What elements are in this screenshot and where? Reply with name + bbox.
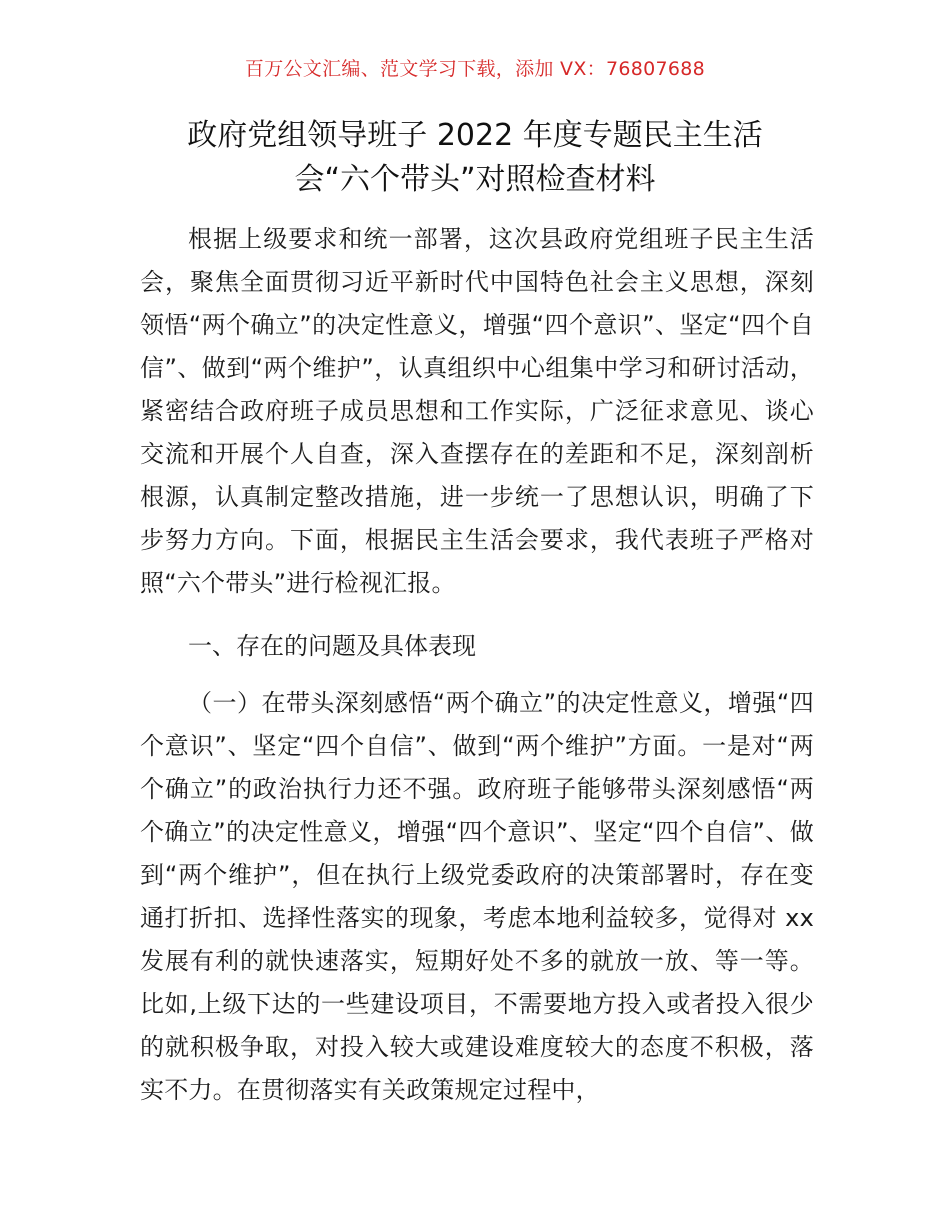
item-paragraph: （一）在带头深刻感悟“两个确立”的决定性意义，增强“四个意识”、坚定“四个自信”、做到“两个维护”方面。一是对“两个确立”的政治执行力还不强。政府班子能够带头深刻感悟“两个确立”的决定性意义，增强“四个意识”、坚定“四个自信”、做到“两个维护”，但在执行上级党委政府的决策部署时，存在变通打折扣、选择性落实的现象，考虑本地利益较多，觉得对 xx 发展有利的就快速落实，短期好处不多的就放一放、等一等。比如,上级下达的一些建设项目，不需要地方投入或者投入很少的就积极争取，对投入较大或建设难度较大的态度不积极，落实不力。在贯彻落实有关政策规定过程中， — [140, 689, 814, 1104]
title-line-1: 政府党组领导班子 2022 年度专题民主生活 — [187, 118, 763, 153]
section-heading: 一、存在的问题及具体表现 — [188, 632, 476, 660]
intro-paragraph: 根据上级要求和统一部署，这次县政府党组班子民主生活会，聚焦全面贯彻习近平新时代中国特色社会主义思想，深刻领悟“两个确立”的决定性意义，增强“四个意识”、坚定“四个自信”、做到“两个维护”，认真组织中心组集中学习和研讨活动，紧密结合政府班子成员思想和工作实际，广泛征求意见、谈心交流和开展个人自查，深入查摆存在的差距和不足，深刻剖析根源，认真制定整改措施，进一步统一了思想认识，明确了下步努力方向。下面，根据民主生活会要求，我代表班子严格对照“六个带头”进行检视汇报。 — [140, 225, 814, 597]
document-title — [130, 114, 820, 202]
document-body — [140, 218, 814, 1132]
watermark-banner: 百万公文汇编、范文学习下载，添加 VX：76807688 — [244, 58, 706, 80]
title-line-2: 会“六个带头”对照检查材料 — [294, 162, 656, 197]
